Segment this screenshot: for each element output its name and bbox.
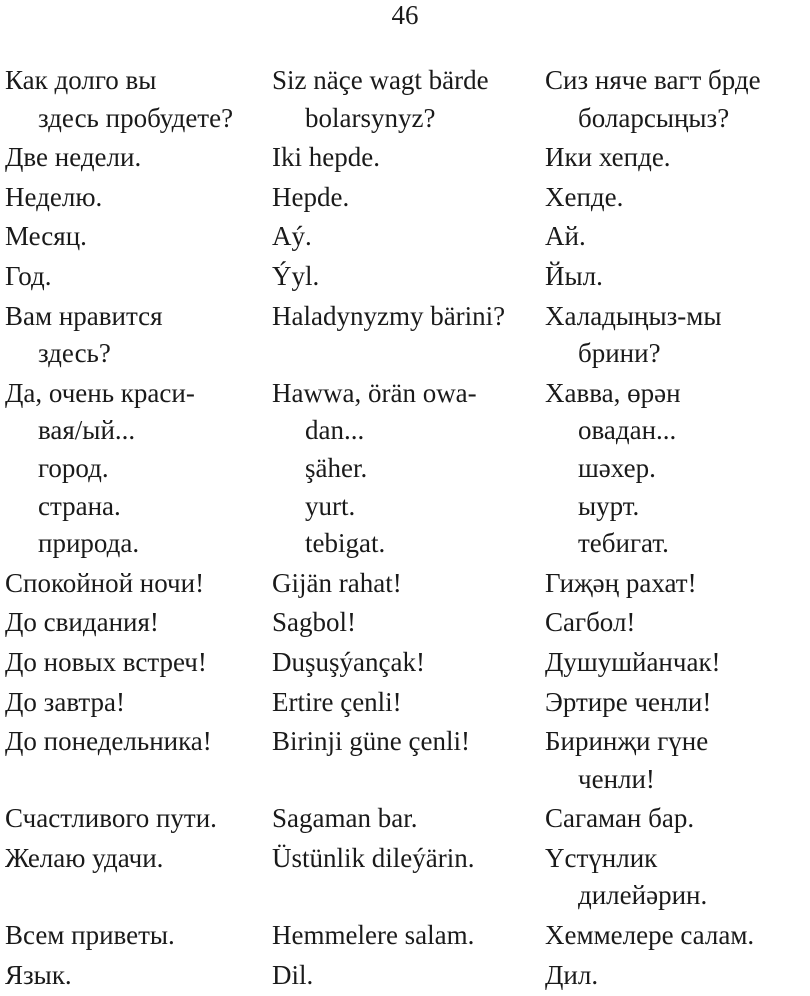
turkmen-phrase xyxy=(272,957,545,995)
turkmen-phrase-line: tebigat. xyxy=(305,528,386,559)
transcription-phrase xyxy=(545,684,810,722)
transcription-phrase-line: боларсыңыз? xyxy=(578,102,730,133)
phrase-row xyxy=(5,139,810,177)
transcription-phrase-line: Душушйанчак! xyxy=(545,646,721,677)
transcription-phrase xyxy=(545,917,810,955)
russian-phrase-line: Как долго вы xyxy=(5,65,157,95)
russian-phrase-line: Всем приветы. xyxy=(5,920,175,951)
turkmen-phrase-line: Birinji güne çenli! xyxy=(272,726,470,757)
transcription-phrase-line: Эртире ченли! xyxy=(545,686,712,717)
transcription-phrase xyxy=(545,139,810,177)
russian-phrase-line: Неделю. xyxy=(5,181,103,212)
transcription-phrase-line: тебигат. xyxy=(578,528,669,559)
phrase-row xyxy=(5,258,810,296)
transcription-phrase xyxy=(545,258,810,296)
turkmen-phrase xyxy=(272,258,545,296)
russian-phrase xyxy=(5,179,272,217)
russian-phrase-line: Язык. xyxy=(5,959,72,990)
russian-phrase xyxy=(5,375,272,563)
transcription-phrase xyxy=(545,800,810,838)
transcription-phrase-line: Биринҗи гүне xyxy=(545,726,709,757)
phrase-row xyxy=(5,957,810,995)
turkmen-phrase-line: bolarsynyz? xyxy=(305,102,436,133)
phrase-row xyxy=(5,723,810,798)
transcription-phrase-line: Сагбол! xyxy=(545,607,636,638)
turkmen-phrase xyxy=(272,917,545,955)
transcription-phrase-line: Хавва, өрән xyxy=(545,377,681,408)
turkmen-phrase xyxy=(272,604,545,642)
turkmen-phrase-line: Siz näçe wagt bärde xyxy=(272,65,489,95)
turkmen-phrase-line: yurt. xyxy=(305,490,356,521)
transcription-phrase xyxy=(545,644,810,682)
russian-phrase-line: природа. xyxy=(38,528,140,559)
transcription-phrase xyxy=(545,179,810,217)
russian-phrase-line: Месяц. xyxy=(5,221,87,252)
phrase-row xyxy=(5,218,810,256)
russian-phrase xyxy=(5,565,272,603)
phrase-row xyxy=(5,375,810,563)
transcription-phrase-line: Гиҗәң рахат! xyxy=(545,567,697,598)
russian-phrase xyxy=(5,644,272,682)
transcription-phrase-line: Сиз няче вагт брде xyxy=(545,65,761,95)
turkmen-phrase-line: Iki hepde. xyxy=(272,142,380,173)
turkmen-phrase-line: Üstünlik dileýärin. xyxy=(272,842,475,873)
russian-phrase-line: До новых встреч! xyxy=(5,646,207,677)
russian-phrase-line: вая/ый... xyxy=(38,415,136,446)
phrase-row xyxy=(5,62,810,137)
turkmen-phrase xyxy=(272,62,545,137)
page-number: 46 xyxy=(391,0,419,30)
transcription-phrase-line: Ай. xyxy=(545,221,586,252)
turkmen-phrase xyxy=(272,139,545,177)
russian-phrase xyxy=(5,139,272,177)
transcription-phrase-line: Хепде. xyxy=(545,181,624,212)
phrase-row xyxy=(5,604,810,642)
turkmen-phrase xyxy=(272,218,545,256)
russian-phrase-line: здесь? xyxy=(38,338,111,369)
turkmen-phrase-line: Ýyl. xyxy=(272,260,320,291)
russian-phrase xyxy=(5,917,272,955)
transcription-phrase xyxy=(545,957,810,995)
russian-phrase xyxy=(5,258,272,296)
transcription-phrase xyxy=(545,62,810,137)
transcription-phrase-line: брини? xyxy=(578,338,661,369)
turkmen-phrase-line: Hawwa, örän owa- xyxy=(272,377,477,408)
russian-phrase-line: здесь пробудете? xyxy=(38,102,234,133)
transcription-phrase-line: Дил. xyxy=(545,959,599,990)
russian-phrase-line: Год. xyxy=(5,260,52,291)
russian-phrase xyxy=(5,62,272,137)
russian-phrase-line: страна. xyxy=(38,490,121,521)
russian-phrase-line: Желаю удачи. xyxy=(5,842,164,873)
turkmen-phrase xyxy=(272,723,545,761)
turkmen-phrase-line: Ertire çenli! xyxy=(272,686,402,717)
russian-phrase-line: Счастливого пути. xyxy=(5,803,217,834)
turkmen-phrase xyxy=(272,800,545,838)
russian-phrase-line: До понедельника! xyxy=(5,726,212,757)
transcription-phrase-line: Хеммелере салам. xyxy=(545,920,755,951)
phrase-row xyxy=(5,298,810,373)
transcription-phrase xyxy=(545,375,810,563)
turkmen-phrase xyxy=(272,375,545,563)
phrase-row xyxy=(5,917,810,955)
turkmen-phrase xyxy=(272,840,545,878)
transcription-phrase-line: Сагаман бар. xyxy=(545,803,695,834)
transcription-phrase xyxy=(545,298,810,373)
phrase-row xyxy=(5,684,810,722)
russian-phrase-line: Да, очень краси- xyxy=(5,377,195,408)
russian-phrase xyxy=(5,840,272,878)
turkmen-phrase-line: Sagbol! xyxy=(272,607,356,638)
turkmen-phrase xyxy=(272,179,545,217)
turkmen-phrase-line: Hemmelere salam. xyxy=(272,920,475,951)
transcription-phrase xyxy=(545,218,810,256)
turkmen-phrase xyxy=(272,644,545,682)
russian-phrase xyxy=(5,218,272,256)
transcription-phrase-line: ыурт. xyxy=(578,490,640,521)
russian-phrase xyxy=(5,723,272,761)
phrase-row xyxy=(5,644,810,682)
transcription-phrase-line: ченли! xyxy=(578,763,655,794)
transcription-phrase-line: Үстүнлик xyxy=(545,842,658,873)
phrase-row xyxy=(5,179,810,217)
russian-phrase xyxy=(5,684,272,722)
turkmen-phrase-line: Gijän rahat! xyxy=(272,567,402,598)
turkmen-phrase-line: dan... xyxy=(305,415,365,446)
russian-phrase xyxy=(5,298,272,373)
turkmen-phrase-line: Aý. xyxy=(272,221,312,252)
turkmen-phrase-line: şäher. xyxy=(305,452,368,483)
transcription-phrase-line: дилейәрин. xyxy=(578,880,708,911)
transcription-phrase xyxy=(545,604,810,642)
transcription-phrase-line: Ики хепде. xyxy=(545,142,671,173)
transcription-phrase xyxy=(545,565,810,603)
turkmen-phrase xyxy=(272,684,545,722)
transcription-phrase-line: Халадыңыз-мы xyxy=(545,300,722,331)
turkmen-phrase xyxy=(272,565,545,603)
russian-phrase xyxy=(5,800,272,838)
turkmen-phrase-line: Haladynyzmy bärini? xyxy=(272,300,506,331)
turkmen-phrase xyxy=(272,298,545,336)
turkmen-phrase-line: Duşuşýançak! xyxy=(272,646,425,677)
russian-phrase-line: До завтра! xyxy=(5,686,125,717)
russian-phrase-line: До свидания! xyxy=(5,607,159,638)
transcription-phrase-line: Йыл. xyxy=(545,260,603,291)
russian-phrase-line: Спокойной ночи! xyxy=(5,567,205,598)
russian-phrase xyxy=(5,604,272,642)
transcription-phrase-line: шәхер. xyxy=(578,452,656,483)
russian-phrase xyxy=(5,957,272,995)
russian-phrase-line: город. xyxy=(38,452,109,483)
turkmen-phrase-line: Dil. xyxy=(272,959,314,990)
transcription-phrase-line: овадан... xyxy=(578,415,677,446)
russian-phrase-line: Вам нравится xyxy=(5,300,163,331)
russian-phrase-line: Две недели. xyxy=(5,142,142,173)
turkmen-phrase-line: Sagaman bar. xyxy=(272,803,418,834)
turkmen-phrase-line: Hepde. xyxy=(272,181,350,212)
phrasebook-table xyxy=(5,62,810,996)
phrase-row xyxy=(5,800,810,838)
transcription-phrase xyxy=(545,723,810,798)
phrase-row xyxy=(5,840,810,915)
transcription-phrase xyxy=(545,840,810,915)
phrase-row xyxy=(5,565,810,603)
